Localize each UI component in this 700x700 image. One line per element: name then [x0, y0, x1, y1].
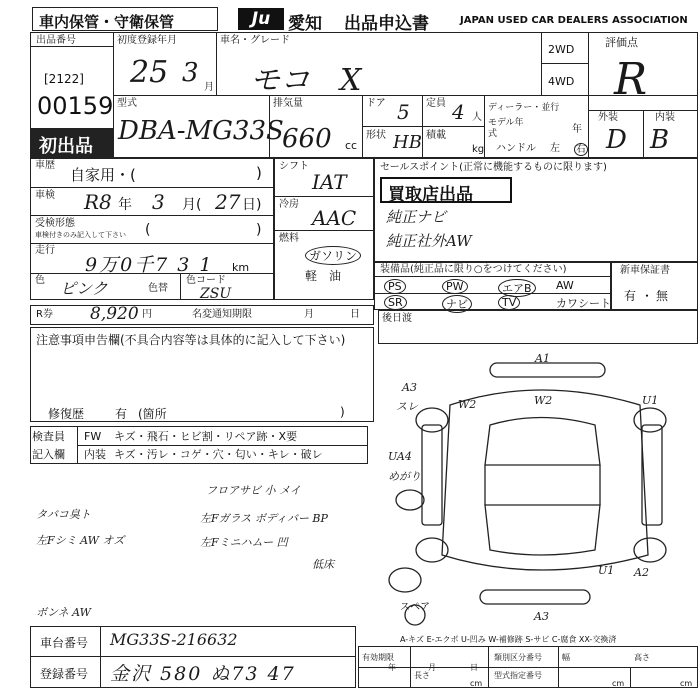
repair-value: 有 — [115, 407, 128, 421]
note-4: 左Fシミ AW オズ — [36, 534, 125, 547]
lot-label: 出品番号 — [36, 35, 76, 46]
inspector-row2: キズ・汚レ・コゲ・穴・匂い・キレ・破レ — [114, 448, 323, 461]
damage-legend: A-キズ E-エクボ U-凹み W-補修跡 S-サビ C-腐食 XX-交換済 — [400, 635, 617, 644]
mileage-unit: km — [232, 261, 250, 274]
color-value: ピンク — [60, 279, 108, 298]
mark-a1: A1 — [535, 352, 550, 365]
month-unit: 月 — [204, 82, 214, 93]
interior-value: B — [650, 125, 670, 155]
shape-value: HB — [393, 132, 422, 153]
inspection-month: 3 — [152, 190, 165, 214]
model-year-label: モデル年式 — [488, 118, 524, 139]
paint-label: 色替 — [148, 283, 168, 294]
equipment-item: PW — [442, 279, 468, 294]
handle-right: 右 — [576, 144, 586, 155]
fuel-gas: ガソリン — [305, 246, 361, 265]
repair-close: ) — [340, 405, 345, 419]
hold-label — [32, 7, 218, 31]
handle-left: 左 — [550, 143, 560, 154]
inspection-year-unit: 年 — [118, 197, 132, 213]
association-name: JAPAN USED CAR DEALERS ASSOCIATION — [460, 15, 688, 26]
length-label: 長さ — [414, 671, 430, 680]
chassis-value: MG33S-216632 — [110, 630, 238, 649]
note-3: 左Fガラス ボディバー BP — [200, 512, 328, 525]
mileage-value: 9万0千7 3 1 — [85, 254, 214, 276]
model-value: モコ X — [250, 63, 362, 98]
transfer-label: 名変通知期限 — [192, 309, 252, 320]
inspection-day-unit: 日) — [242, 197, 262, 213]
inspection-era: R8 — [84, 190, 112, 214]
score-value: R — [614, 54, 648, 105]
load-unit: kg — [472, 144, 485, 155]
mark-a3-bottom: A3 — [534, 610, 549, 623]
color-label: 色 — [35, 275, 45, 286]
displacement-value: 660 — [282, 124, 332, 154]
equipment-item: TV — [498, 295, 520, 310]
usage-value: 自家用・( — [70, 166, 136, 184]
mileage-label: 走行 — [35, 245, 55, 256]
equipment-item: SR — [384, 295, 407, 310]
selling-point-line2: 純正社外AW — [386, 232, 472, 250]
height-label: 高さ — [634, 653, 650, 662]
equipment-item: AW — [556, 279, 574, 292]
equipment-item: ナビ — [442, 295, 472, 313]
note-2: タバコ臭ト — [36, 508, 91, 521]
equipment-item: PS — [384, 279, 406, 294]
plate-value: 金沢 580 ぬ73 47 — [110, 663, 296, 685]
recycle-value: 8,920 — [90, 304, 139, 324]
warranty-label: 新車保証書 — [620, 265, 670, 276]
recycle-unit: 円 — [142, 309, 152, 320]
width-unit: cm — [612, 679, 625, 688]
mark-ua4: UA4 — [388, 450, 412, 463]
first-time-text: 初出品 — [39, 136, 93, 157]
selling-point-line1: 純正ナビ — [386, 208, 447, 226]
accept-close: ) — [256, 222, 262, 238]
hold-label-text: 車内保管・守衛保管 — [39, 13, 175, 31]
repair-paren: (箇所 — [138, 407, 167, 421]
warranty-no: 無 — [656, 289, 669, 303]
usage-label: 車歴 — [35, 160, 55, 171]
mark-u1-bottom: U1 — [598, 564, 615, 577]
transfer-day-unit: 日 — [350, 309, 360, 320]
mark-note-top-left: スレ — [396, 400, 418, 413]
accept-label: 受検形態 — [35, 218, 75, 229]
spare-label: スペア — [400, 602, 430, 613]
accept-open: ( — [145, 222, 151, 238]
later-date-box — [378, 310, 698, 344]
displacement-unit: cc — [345, 139, 358, 152]
shift-value: IAT — [312, 170, 347, 194]
door-value: 5 — [397, 100, 410, 124]
shape-label: 形状 — [366, 130, 386, 141]
score-label: 評価点 — [605, 36, 638, 49]
drive-4wd: 4WD — [548, 75, 575, 88]
height-unit: cm — [680, 679, 693, 688]
buyback-stamp-text: 買取店出品 — [388, 185, 473, 205]
chassis-label: 車台番号 — [40, 636, 89, 650]
model-year-unit: 年 — [572, 124, 582, 135]
note-7: ボンネ AW — [36, 606, 91, 619]
drive-2wd: 2WD — [548, 43, 575, 56]
exterior-label: 外装 — [598, 112, 618, 123]
expiry-month: 月 — [428, 663, 436, 672]
lot-bracket: [2122] — [44, 72, 84, 86]
type-label: 型式 — [117, 98, 137, 109]
lot-number: 00159 — [37, 92, 114, 120]
type-value: DBA-MG33S — [118, 116, 284, 146]
transfer-month-unit: 月 — [304, 309, 314, 320]
exterior-value: D — [606, 125, 627, 155]
load-label: 積載 — [426, 130, 446, 141]
displacement-label: 排気量 — [273, 98, 303, 109]
dealer-label: ディーラー・並行 — [488, 103, 560, 113]
expiry-day: 日 — [470, 663, 478, 672]
interior-label: 内装 — [655, 112, 675, 123]
capacity-value: 4 — [452, 100, 465, 124]
type-no-label: 類別区分番号 — [494, 653, 542, 662]
warranty-yes: 有 — [624, 289, 637, 303]
note-1: フロアサビ 小 メイ — [206, 484, 301, 497]
mark-note-left: めがり — [388, 470, 421, 483]
handle-label: ハンドル — [496, 143, 536, 154]
equipment-item: カワシート — [556, 297, 611, 310]
cooling-label: 冷房 — [279, 199, 299, 210]
expiry-year: 年 — [388, 663, 396, 672]
mark-a3-top: A3 — [402, 381, 417, 394]
car-diagram — [380, 345, 698, 635]
equipment-label: 装備品(純正品に限り○をつけてください) — [380, 264, 567, 275]
registration-year: 25 — [130, 55, 169, 90]
registration-month: 3 — [182, 58, 199, 88]
inspection-month-unit: 月( — [182, 197, 202, 213]
fuel-label: 燃料 — [279, 233, 299, 244]
cert-label: 型式指定番号 — [494, 671, 542, 680]
door-label: ドア — [366, 98, 386, 109]
brand-name: 愛知 — [288, 14, 322, 34]
mark-a2: A2 — [634, 566, 649, 579]
length-unit: cm — [470, 679, 483, 688]
mark-u1-right: U1 — [642, 394, 659, 407]
expiry-label: 有効期限 — [362, 653, 394, 662]
cooling-value: AAC — [312, 206, 357, 230]
plate-label: 登録番号 — [40, 667, 89, 681]
brand-logo: Ju — [238, 8, 284, 30]
inspector-label: 検査員 — [32, 430, 65, 443]
later-date-label: 後日渡 — [382, 313, 412, 324]
warranty-sep: ・ — [641, 289, 654, 303]
accept-note: 車検付きのみ記入して下さい — [35, 231, 126, 239]
repair-label: 修復歴 — [48, 407, 85, 421]
inspection-label: 車検 — [35, 190, 55, 201]
color-code: ZSU — [200, 286, 232, 302]
form-title: 出品申込書 — [344, 14, 429, 34]
model-label: 車名・グレード — [220, 35, 290, 46]
first-time-badge — [31, 128, 113, 157]
usage-close: ) — [256, 164, 262, 182]
mark-w2-left: W2 — [458, 398, 477, 411]
notes-label: 注意事項申告欄(不具合内容等は具体的に記入して下さい) — [36, 333, 346, 347]
registration-label: 初度登録年月 — [117, 35, 177, 46]
inspector-label2: 記入欄 — [32, 448, 65, 461]
color-code-label: 色コード — [186, 275, 226, 286]
buyback-stamp — [380, 177, 512, 203]
shift-label: シフト — [279, 161, 309, 172]
equipment-item: エアB — [498, 279, 536, 297]
recycle-label: R券 — [36, 309, 53, 320]
inspector-row1: キズ・飛石・ヒビ割・リペア跡・X要 — [114, 430, 298, 443]
inspection-day: 27 — [215, 190, 241, 214]
mark-w2-mid: W2 — [534, 394, 553, 407]
inspector-fw: FW — [84, 430, 102, 443]
fuel-diesel: 軽 油 — [305, 269, 342, 283]
capacity-label: 定員 — [426, 98, 446, 109]
selling-point-label: セールスポイント(正常に機能するものに限ります) — [380, 162, 607, 173]
note-6: 低床 — [312, 558, 334, 571]
note-5: 左Fミニハムー 凹 — [200, 536, 288, 549]
width-label: 幅 — [562, 653, 570, 662]
inspector-interior: 内装 — [84, 448, 106, 461]
capacity-unit: 人 — [472, 112, 482, 123]
